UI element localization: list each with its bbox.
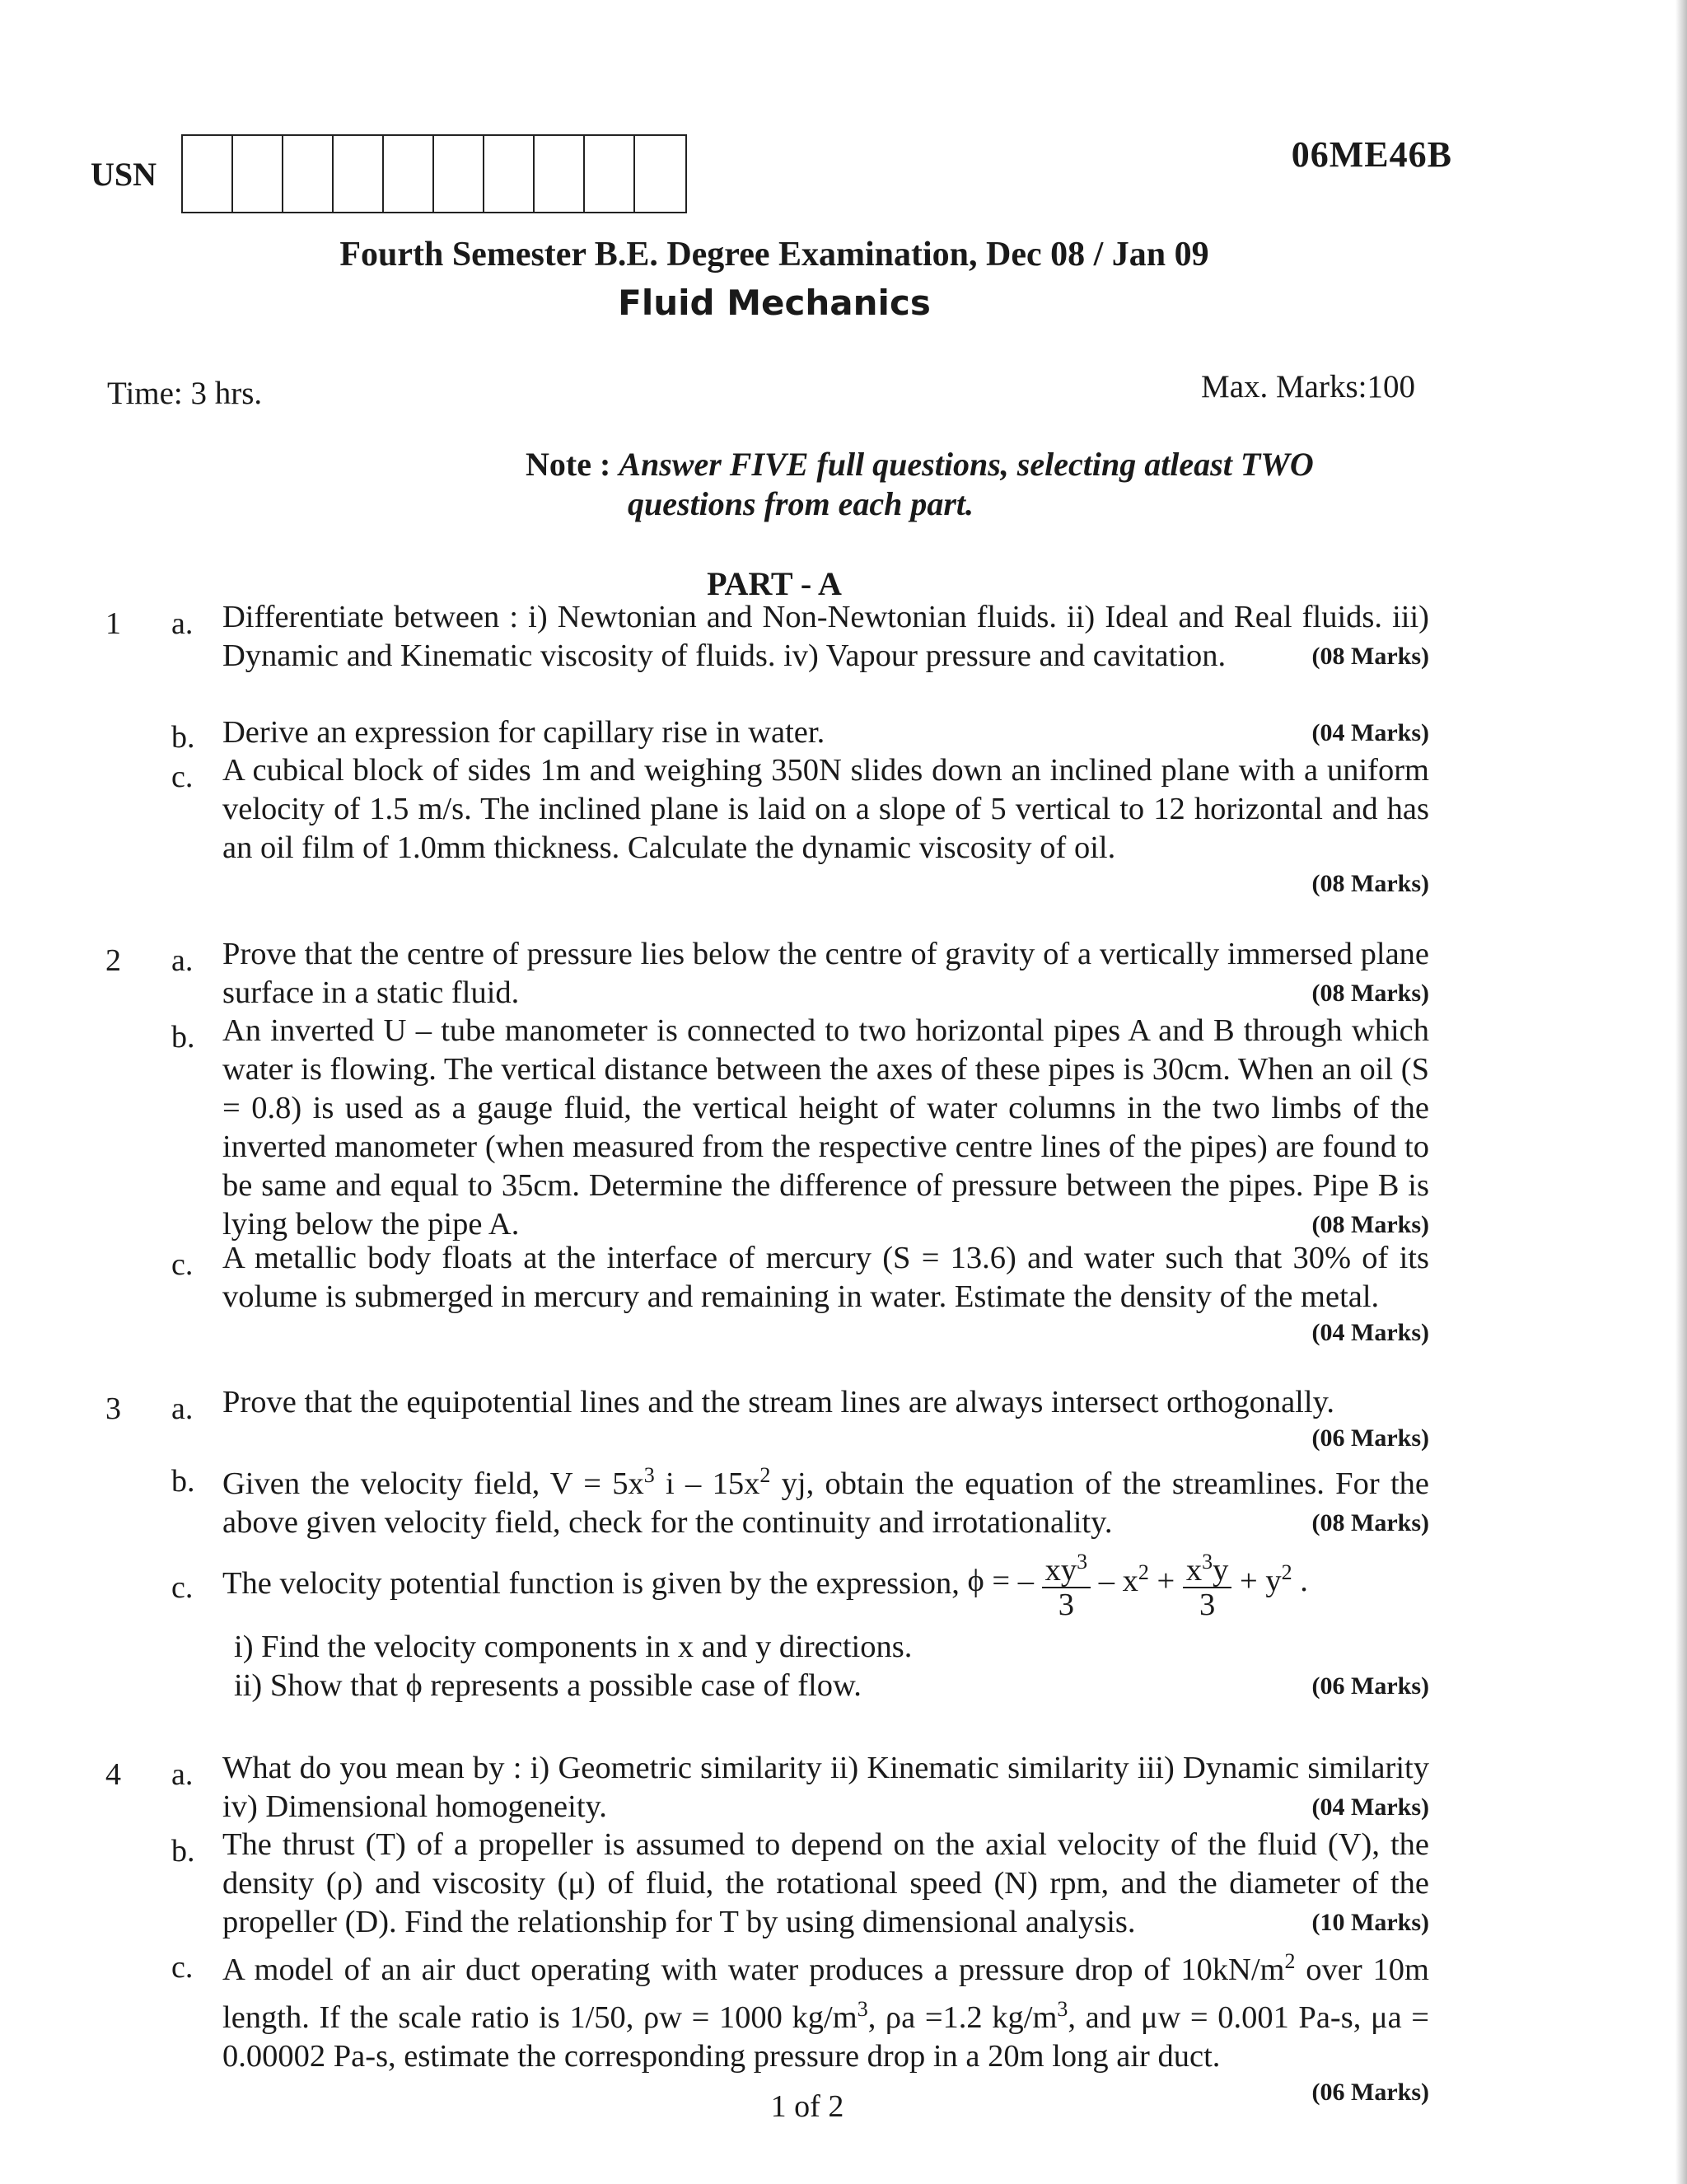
question-number: 1 xyxy=(105,606,121,641)
item-letter: c. xyxy=(171,1247,194,1282)
item-letter: a. xyxy=(171,943,194,978)
fraction-denominator: 3 xyxy=(1199,1587,1216,1622)
question-text xyxy=(222,1239,1429,1349)
usn-label: USN xyxy=(91,156,157,193)
time-allowed: Time: 3 hrs. xyxy=(107,376,263,411)
note-text-2: questions from each part. xyxy=(628,485,974,522)
usn-box[interactable] xyxy=(334,136,384,212)
sub-question-ii xyxy=(222,1667,1429,1705)
item-text: i – 15x xyxy=(654,1466,760,1501)
instructions-note xyxy=(526,445,1314,524)
item-text: The thrust (T) of a propeller is assumed to depend on the axial velocity of the fluid (V), the density (ρ) and viscosity (μ) of fluid, the rotational speed (N) rpm, and the diameter of the propeller (D). Find the relationship for T by using dimensional analysis. xyxy=(222,1827,1429,1939)
superscript: 3 xyxy=(1202,1550,1213,1574)
superscript: 2 xyxy=(1284,1949,1296,1973)
question-number: 3 xyxy=(105,1391,121,1426)
usn-boxes xyxy=(181,134,687,213)
question-text xyxy=(222,1826,1429,1942)
item-letter: c. xyxy=(171,1570,194,1605)
item-letter: c. xyxy=(171,760,194,794)
exam-title: Fourth Semester B.E. Degree Examination, Dec 08 / Jan 09 xyxy=(339,236,1209,274)
item-text: yj, obtain the equation of the streamlines. For the above given velocity field, check for the continuity and irrotationality. xyxy=(222,1466,1429,1540)
superscript: 3 xyxy=(857,1996,868,2021)
formula-part: x xyxy=(1185,1552,1203,1588)
question-text xyxy=(222,1383,1429,1455)
subject-code: 06ME46B xyxy=(1291,134,1452,175)
max-marks: Max. Marks:100 xyxy=(1201,369,1415,405)
fraction-numerator xyxy=(1183,1546,1232,1588)
usn-box[interactable] xyxy=(484,136,535,212)
superscript: 2 xyxy=(759,1463,771,1487)
item-letter: b. xyxy=(171,1464,195,1499)
scan-edge-shadow xyxy=(1675,0,1687,2184)
item-text: , ρa =1.2 kg/m xyxy=(867,1999,1058,2035)
question-text xyxy=(222,1942,1429,2109)
question-text xyxy=(222,1456,1429,1542)
formula-part: + y xyxy=(1231,1563,1282,1598)
marks: (04 Marks) xyxy=(1311,1319,1429,1346)
item-text: A model of an air duct operating with water produces a pressure drop of 10kN/m xyxy=(222,1952,1285,1987)
marks: (10 Marks) xyxy=(1311,1909,1429,1936)
item-text: Derive an expression for capillary rise in water. xyxy=(222,715,825,750)
formula-line xyxy=(222,1539,1429,1628)
formula-part: ϕ = – xyxy=(967,1563,1035,1598)
note-label: Note : xyxy=(526,446,611,483)
marks: (08 Marks) xyxy=(1311,1508,1429,1536)
marks: (06 Marks) xyxy=(1311,1672,1429,1700)
usn-box[interactable] xyxy=(585,136,635,212)
item-letter: b. xyxy=(171,1834,195,1868)
item-text: The velocity potential function is given by the expression, xyxy=(222,1565,960,1601)
formula-part: y xyxy=(1213,1552,1229,1588)
item-letter: b. xyxy=(171,720,195,755)
usn-box[interactable] xyxy=(434,136,484,212)
usn-box[interactable] xyxy=(635,136,685,212)
usn-box[interactable] xyxy=(384,136,434,212)
item-letter: a. xyxy=(171,1757,194,1792)
question-text xyxy=(222,1749,1429,1826)
item-text: ii) Show that ϕ represents a possible case of flow. xyxy=(234,1668,862,1703)
part-heading: PART - A xyxy=(707,565,842,602)
marks: (06 Marks) xyxy=(1311,2078,1429,2106)
item-text: A metallic body floats at the interface of mercury (S = 13.6) and water such that 30% of its volume is submerged in mercury and remaining in water. Estimate the density of the metal. xyxy=(222,1241,1429,1314)
sub-question-i: i) Find the velocity components in x and y directions. xyxy=(234,1630,913,1664)
formula-part: xy xyxy=(1044,1552,1077,1588)
marks: (06 Marks) xyxy=(1311,1424,1429,1452)
fraction xyxy=(1183,1546,1232,1621)
usn-box[interactable] xyxy=(535,136,585,212)
item-text: Prove that the equipotential lines and the stream lines are always intersect orthogonally. xyxy=(222,1385,1334,1419)
item-letter: a. xyxy=(171,606,194,641)
item-text: An inverted U – tube manometer is connected to two horizontal pipes A and B through which water is flowing. The vertical distance between the axes of these pipes is 30cm. When an oil (S = 0.8) is used as a gauge fluid, the vertical height of water columns in the two limbs of the inverted manometer (when measured from the respective centre lines of the pipes) are found to be same and equal to 35cm. Determine the difference of pressure between the pipes. Pipe B is lying below the pipe A. xyxy=(222,1013,1429,1242)
marks: (04 Marks) xyxy=(1311,719,1429,746)
question-number: 2 xyxy=(105,943,121,978)
question-text xyxy=(222,598,1429,676)
marks: (08 Marks) xyxy=(1311,643,1429,670)
velocity-potential-formula xyxy=(968,1546,1308,1621)
item-text: What do you mean by : i) Geometric similarity ii) Kinematic similarity iii) Dynamic similarity iv) Dimensional homogeneity. xyxy=(222,1751,1429,1824)
usn-box[interactable] xyxy=(183,136,233,212)
question-text xyxy=(222,935,1429,1012)
fraction xyxy=(1042,1546,1091,1621)
formula-part: + xyxy=(1148,1563,1183,1598)
superscript: 3 xyxy=(1077,1550,1088,1574)
formula-part: – x xyxy=(1091,1563,1138,1598)
marks: (08 Marks) xyxy=(1311,1211,1429,1238)
note-text-1: Answer FIVE full questions, selecting atleast TWO xyxy=(619,446,1314,483)
marks: (04 Marks) xyxy=(1311,1793,1429,1821)
fraction-numerator xyxy=(1042,1546,1091,1588)
page-number: 1 of 2 xyxy=(770,2089,844,2124)
superscript: 2 xyxy=(1138,1560,1149,1584)
item-text: Differentiate between : i) Newtonian and Non-Newtonian fluids. ii) Ideal and Real fluids. iii) Dynamic and Kinematic viscosity of fluids. iv) Vapour pressure and cavitation. xyxy=(222,600,1429,673)
usn-box[interactable] xyxy=(233,136,283,212)
item-text: over 10m length. If the scale ratio is 1/50, ρw = 1000 kg/m xyxy=(222,1952,1429,2035)
superscript: 2 xyxy=(1281,1560,1292,1584)
subject-title: Fluid Mechanics xyxy=(618,283,931,323)
usn-box[interactable] xyxy=(283,136,334,212)
question-text xyxy=(222,713,1429,752)
item-text: , and μw = 0.001 Pa-s, μa = 0.00002 Pa-s, estimate the corresponding pressure drop in a 20m long air duct. xyxy=(222,1999,1429,2074)
marks: (08 Marks) xyxy=(1311,980,1429,1007)
superscript: 3 xyxy=(643,1463,655,1487)
item-letter: a. xyxy=(171,1391,194,1426)
item-text: Prove that the centre of pressure lies below the centre of gravity of a vertically immersed plane surface in a static fluid. xyxy=(222,937,1429,1010)
marks: (08 Marks) xyxy=(1311,870,1429,897)
item-letter: b. xyxy=(171,1020,195,1055)
superscript: 3 xyxy=(1057,1996,1068,2021)
item-letter: c. xyxy=(171,1950,194,1985)
question-text xyxy=(222,1012,1429,1244)
question-text xyxy=(222,1539,1429,1705)
item-text: A cubical block of sides 1m and weighing 350N slides down an inclined plane with a uniform velocity of 1.5 m/s. The inclined plane is laid on a slope of 5 vertical to 12 horizontal and has an oil film of 1.0mm thickness. Calculate the dynamic viscosity of oil. xyxy=(222,753,1429,865)
formula-part: . xyxy=(1292,1563,1308,1598)
question-number: 4 xyxy=(105,1757,121,1792)
item-text: Given the velocity field, V = 5x xyxy=(222,1466,644,1501)
fraction-denominator: 3 xyxy=(1058,1587,1075,1622)
question-text xyxy=(222,751,1429,900)
